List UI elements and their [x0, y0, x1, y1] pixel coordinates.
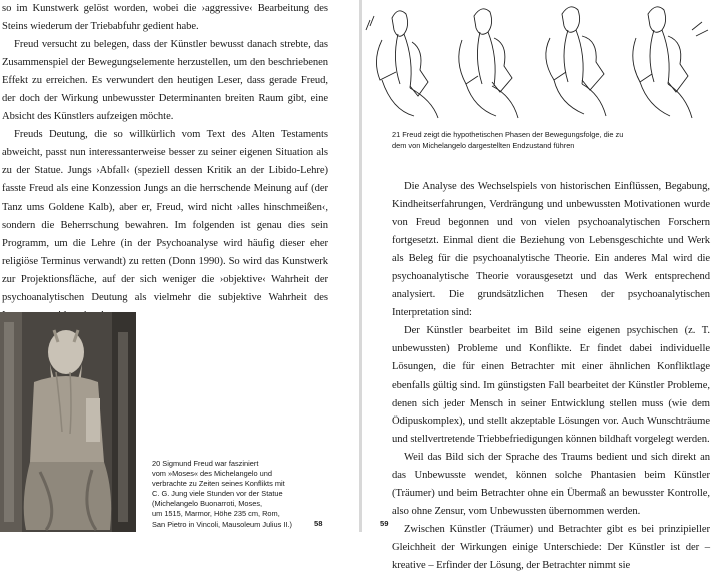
right-paragraph-3: Weil das Bild sich der Sprache des Traums bedient und sich direkt an das Unbewusste wendet, können solche Phantasien beim Künstler (Träumer) und beim Betrachter ohne ein Übermaß an bewusster Kontrolle, also ohne Zensur, vom Unbewussten übernommen werden.: [392, 451, 710, 517]
caption-line: um 1515, Marmor, Höhe 235 cm, Rom,: [152, 509, 280, 519]
page-number-right: 59: [380, 519, 389, 528]
sketch-phase-1: [366, 11, 438, 118]
right-paragraph-1: Die Analyse des Wechselspiels von historischen Einflüssen, Begabung, Kindheitserfahrungen, Verdrängung und unbewussten Motivationen wurde von Freud begonnen und von vielen psychoanalytischen Forschern fortgesetzt. Einmal dient die Beziehung von Lebensgeschichte und Werk als Beleg für die psychoanalytische Theorie. Ein anderes Mal wird die psychoanalytische Theorie vorausgesetzt und das Werk entsprechend analysiert. Die grundsätzlichen Thesen der psychoanalytischen Interpretation sind:: [392, 181, 710, 319]
sketch-phase-2: [459, 9, 518, 118]
caption-line: San Pietro in Vincoli, Mausoleum Julius II.): [152, 519, 292, 529]
moses-statue-photo: [0, 312, 136, 532]
moses-statue-illustration: [0, 312, 136, 532]
caption-line: dem von Michelangelo dargestellten Endzustand führen: [392, 140, 575, 150]
caption-line: 20 Sigmund Freud war fasziniert: [152, 459, 259, 468]
left-page: [0, 0, 360, 532]
sketch-phase-4: [633, 7, 708, 118]
right-body-text: [392, 178, 710, 575]
right-paragraph-2: Der Künstler bearbeitet im Bild seine eigenen psychischen (z. T. unbewussten) Probleme und Konflikte. Er findet dabei individuelle Lösungen, die für einen Betrachter mit einer ähnlichen Konfliktlage ebenfalls gültig sind. Im günstigsten Fall bearbeitet der Künstler Probleme, denen sich jeder Mensch in seiner Entwicklung stellen muss (wie dem Ödipuskomplex), und stellt akzeptable Lösungen vor. Auch Wunschträume und stellvertretende Triebbefriedigungen können bildhaft vorgelegt werden.: [392, 325, 710, 445]
left-body-text: [2, 0, 328, 325]
figure-21-caption: [392, 130, 702, 151]
left-paragraph-2: Freud versucht zu belegen, dass der Künstler bewusst danach strebte, das Zusammenspiel der Bewegungselemente herzustellen, um den beschriebenen Effekt zu erreichen. Es verwundert den heutigen Leser, dass gerade Freud, der doch der Wirkung unbewusster Determinanten breiten Raum gibt, eine Absicht des Künstlers aufzeigen möchte.: [2, 39, 328, 123]
page-number-left: 58: [314, 519, 323, 528]
right-paragraph-4: Zwischen Künstler (Träumer) und Betrachter gibt es bei prinzipieller Gleichheit der Wirkungen einige Unterschiede: Der Künstler ist der – kreative – Erfinder der Lösung, der Betrachter nimmt sie: [392, 523, 710, 571]
caption-line: 21 Freud zeigt die hypothetischen Phasen der Bewegungsfolge, die zu: [392, 130, 624, 139]
caption-line: verbrachte zu Zeiten seines Konflikts mit: [152, 479, 285, 489]
figure-20-caption: [152, 459, 312, 530]
moses-sketch-sequence: [362, 0, 720, 126]
caption-line: vom »Moses« des Michelangelo und: [152, 469, 272, 479]
left-paragraph-1: so im Kunstwerk gelöst worden, wobei die ›aggressive‹ Bearbeitung des Steins wiederum der Triebabfuhr gedient habe.: [2, 3, 328, 33]
caption-line: (Michelangelo Buonarroti, Moses,: [152, 499, 263, 509]
right-page: [362, 0, 720, 571]
left-paragraph-3: Freuds Deutung, die so willkürlich vom Text des Alten Testaments abweicht, passt nun interessanterweise besser zu seiner eigenen Situation als zu der Statue. Jungs ›Abfall‹ (speziell dessen Kritik an der Libido-Lehre) fasste Freud als eine Konzession Jungs an die herrschende Meinung auf (der Tanz ums Goldene Kalb), aber er, Freud, wird nicht ›alles hinschmeißen‹, sondern die Beherrschung bewahren. Im folgenden ist genau dies sein Programm, um die Lehre (in der Psychoanalyse wird häufig dieser eher religiöse Terminus verwandt) zu retten (Donn 1990). So wird das Kunstwerk zur Projektionsfläche, auf der sich weniger die ›objektive‹ Wahrheit der psychoanalytischen Deutung als vielmehr die subjektive Wahrheit des: [2, 129, 328, 303]
sketch-phase-3: [546, 7, 606, 116]
caption-line: C. G. Jung viele Stunden vor der Statue: [152, 489, 283, 499]
